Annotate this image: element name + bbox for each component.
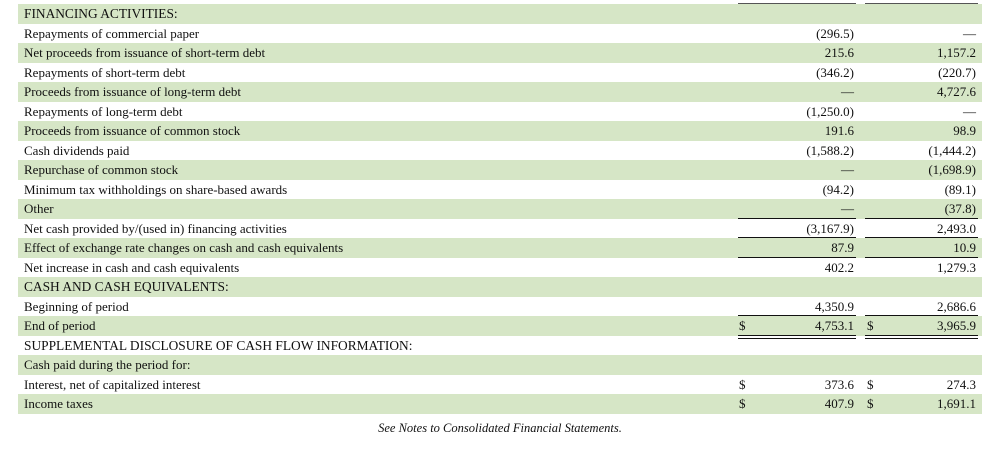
value-col2: 2,493.0 xyxy=(937,220,976,236)
underline-rule xyxy=(865,218,978,219)
statement-row xyxy=(18,219,982,239)
statement-row xyxy=(18,258,982,278)
statement-row xyxy=(18,394,982,414)
statement-row xyxy=(18,355,982,375)
currency-symbol-col1: $ xyxy=(739,318,746,333)
currency-symbol-col2: $ xyxy=(867,318,874,333)
value-col1: (1,588.2) xyxy=(806,142,854,158)
value-col1: — xyxy=(841,162,854,177)
value-col1: 4,350.9 xyxy=(815,298,854,314)
line-item-label: Interest, net of capitalized interest xyxy=(24,376,201,392)
value-col2: — xyxy=(963,25,976,41)
line-item-label: Proceeds from issuance of long-term debt xyxy=(24,84,241,99)
statement-row xyxy=(18,375,982,395)
double-underline-rule xyxy=(865,335,978,336)
underline-rule xyxy=(865,257,978,258)
value-col2: 1,279.3 xyxy=(937,259,976,275)
value-col1: — xyxy=(841,84,854,99)
line-item-label: Net cash provided by/(used in) financing activities xyxy=(24,220,287,236)
value-col1: (3,167.9) xyxy=(806,220,854,236)
section-header-row xyxy=(18,277,982,297)
line-item-label: Income taxes xyxy=(24,396,93,411)
underline-rule xyxy=(738,257,856,258)
line-item-label: Beginning of period xyxy=(24,298,129,314)
statement-row xyxy=(18,238,982,258)
statement-row xyxy=(18,141,982,161)
line-item-label: FINANCING ACTIVITIES: xyxy=(24,6,178,21)
value-col1: (94.2) xyxy=(822,181,854,197)
statement-row xyxy=(18,121,982,141)
value-col2: 1,157.2 xyxy=(937,45,976,60)
statement-row xyxy=(18,199,982,219)
currency-symbol-col2: $ xyxy=(867,396,874,411)
value-col1: 373.6 xyxy=(824,376,854,392)
line-item-label: Repayments of long-term debt xyxy=(24,103,183,119)
line-item-label: Effect of exchange rate changes on cash and cash equivalents xyxy=(24,240,344,255)
line-item-label: SUPPLEMENTAL DISCLOSURE OF CASH FLOW INFORMATION: xyxy=(24,337,413,353)
value-col2: 1,691.1 xyxy=(937,396,976,411)
line-item-label: Cash dividends paid xyxy=(24,142,130,158)
double-underline-rule xyxy=(738,335,856,336)
footnote: See Notes to Consolidated Financial Statements. xyxy=(378,421,622,435)
statement-row xyxy=(18,180,982,200)
statement-row xyxy=(18,316,982,336)
double-underline-rule xyxy=(738,338,856,339)
value-col2: (1,698.9) xyxy=(928,162,976,177)
value-col1: 191.6 xyxy=(824,123,854,138)
underline-rule xyxy=(738,218,856,219)
underline-rule xyxy=(738,315,856,316)
value-col1: 215.6 xyxy=(824,45,854,60)
value-col1: (346.2) xyxy=(816,64,854,80)
value-col1: (296.5) xyxy=(816,25,854,41)
line-item-label: Net increase in cash and cash equivalents xyxy=(24,259,240,275)
value-col2: 98.9 xyxy=(953,123,976,138)
currency-symbol-col2: $ xyxy=(867,376,874,392)
line-item-label: Other xyxy=(24,201,54,216)
statement-row xyxy=(18,102,982,122)
line-item-label: Repayments of short-term debt xyxy=(24,64,186,80)
value-col2: (1,444.2) xyxy=(928,142,976,158)
currency-symbol-col1: $ xyxy=(739,396,746,411)
statement-row xyxy=(18,63,982,83)
line-item-label: Net proceeds from issuance of short-term debt xyxy=(24,45,266,60)
statement-rows xyxy=(18,4,982,414)
value-col1: (1,250.0) xyxy=(806,103,854,119)
value-col2: (220.7) xyxy=(938,64,976,80)
value-col2: 10.9 xyxy=(953,240,976,255)
line-item-label: CASH AND CASH EQUIVALENTS: xyxy=(24,279,229,294)
underline-rule xyxy=(865,315,978,316)
statement-row xyxy=(18,160,982,180)
statement-row xyxy=(18,297,982,317)
underline-rule xyxy=(738,237,856,238)
value-col2: (89.1) xyxy=(944,181,976,197)
value-col1: 4,753.1 xyxy=(815,318,854,333)
value-col2: 2,686.6 xyxy=(937,298,976,314)
line-item-label: Repurchase of common stock xyxy=(24,162,179,177)
line-item-label: End of period xyxy=(24,318,96,333)
value-col2: 274.3 xyxy=(946,376,976,392)
value-col1: — xyxy=(841,201,854,216)
statement-row xyxy=(18,24,982,44)
statement-row xyxy=(18,82,982,102)
double-underline-rule xyxy=(865,338,978,339)
underline-rule xyxy=(865,237,978,238)
currency-symbol-col1: $ xyxy=(739,376,746,392)
value-col1: 407.9 xyxy=(824,396,854,411)
value-col2: — xyxy=(963,103,976,119)
section-header-row xyxy=(18,4,982,24)
line-item-label: Minimum tax withholdings on share-based awards xyxy=(24,181,288,197)
value-col2: 4,727.6 xyxy=(937,84,976,99)
value-col1: 402.2 xyxy=(824,259,854,275)
value-col2: (37.8) xyxy=(944,201,976,216)
value-col1: 87.9 xyxy=(831,240,854,255)
value-col2: 3,965.9 xyxy=(937,318,976,333)
statement-row xyxy=(18,43,982,63)
line-item-label: Proceeds from issuance of common stock xyxy=(24,123,241,138)
cash-flow-statement xyxy=(18,0,982,414)
line-item-label: Repayments of commercial paper xyxy=(24,25,200,41)
line-item-label: Cash paid during the period for: xyxy=(24,357,191,372)
